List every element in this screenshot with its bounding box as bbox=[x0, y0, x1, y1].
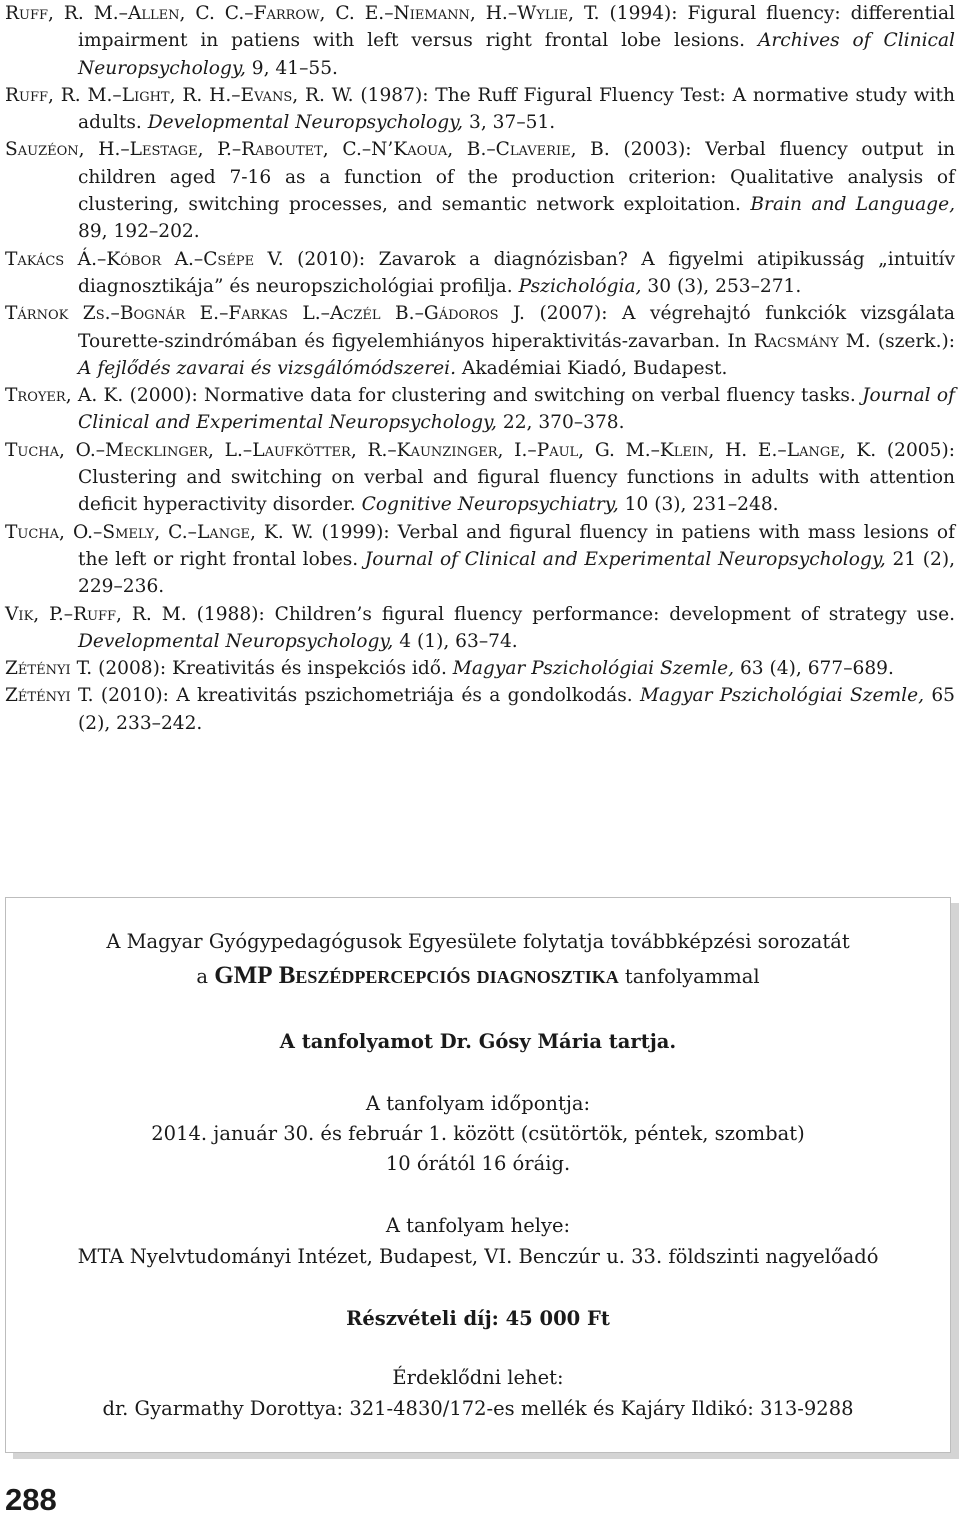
reference-item bbox=[5, 300, 955, 382]
reference-tail: 10 (3), 231–248. bbox=[618, 494, 779, 516]
announcement-fee: Részvételi díj: 45 000 Ft bbox=[346, 1307, 610, 1330]
announcement-date-value: 2014. január 30. és február 1. között (csütörtök, péntek, szombat) bbox=[151, 1122, 805, 1145]
reference-tail: 89, 192–202. bbox=[78, 221, 200, 243]
reference-source: Brain and Language, bbox=[750, 194, 955, 216]
reference-source: A fejlődés zavarai és vizsgálómódszerei. bbox=[78, 357, 456, 379]
page-number: 288 bbox=[5, 1482, 57, 1517]
reference-authors: Ruff, R. M.–Light, R. H.–Evans, R. W. bbox=[5, 84, 354, 106]
reference-tail: Akadémiai Kiadó, Budapest. bbox=[456, 357, 728, 379]
reference-tail: 3, 37–51. bbox=[463, 112, 556, 134]
course-gmp: GMP bbox=[214, 962, 273, 989]
reference-item bbox=[5, 82, 955, 137]
reference-source: Cognitive Neuropsychiatry, bbox=[361, 494, 619, 516]
reference-item bbox=[5, 601, 955, 656]
reference-source: Journal of Clinical and Experimental Neuropsychology, bbox=[78, 385, 955, 434]
reference-authors: Tucha, O.–Smely, C.–Lange, K. W. bbox=[5, 521, 314, 543]
announcement-instructor: A tanfolyamot Dr. Gósy Mária tartja. bbox=[279, 1030, 677, 1053]
announcement-course-suffix: tanfolyammal bbox=[618, 965, 760, 988]
reference-text: (1988): Children’s figural fluency performance: development of strategy use. bbox=[186, 603, 955, 625]
reference-source: Pszichológia, bbox=[518, 275, 642, 297]
reference-item bbox=[5, 655, 955, 682]
announcement-course-line bbox=[6, 962, 950, 990]
reference-editor: Racsmány bbox=[753, 330, 839, 352]
reference-text: (2007): A végrehajtó funkciók vizsgálata Tourette-szindrómában és figyelemhiányos hiperaktivitás-zavarban. In bbox=[78, 303, 955, 352]
reference-text: (2008): Kreativitás és inspekciós idő. bbox=[92, 658, 453, 680]
announcement-place-value: MTA Nyelvtudományi Intézet, Budapest, VI. Benczúr u. 33. földszinti nagyelőadó bbox=[77, 1245, 879, 1268]
reference-item bbox=[5, 682, 955, 737]
reference-source: Developmental Neuropsychology, bbox=[78, 630, 394, 652]
announcement-intro: A Magyar Gyógypedagógusok Egyesülete folytatja továbbképzési sorozatát bbox=[106, 930, 850, 953]
reference-source: Magyar Pszichológiai Szemle, bbox=[452, 658, 735, 680]
reference-item bbox=[5, 519, 955, 601]
reference-authors: Takács Á.–Kóbor A.–Csépe V. bbox=[5, 248, 284, 270]
announcement-time-value: 10 órától 16 óráig. bbox=[385, 1152, 571, 1175]
reference-text: (1987): The Ruff Figural Fluency Test: A normative study with adults. bbox=[78, 84, 955, 134]
reference-text: (1999): Verbal and figural fluency in patiens with mass lesions of the left or right frontal lobes. bbox=[78, 521, 955, 570]
reference-text: (2005): Clustering and switching on verbal and figural fluency functions in adults with attention deficit hyperactivity disorder. bbox=[78, 439, 955, 516]
announcement-course-prefix: a bbox=[196, 965, 215, 988]
reference-source: Archives of Clinical Neuropsychology, bbox=[78, 30, 955, 79]
reference-text: (2000): Normative data for clustering and switching on verbal fluency tasks. bbox=[123, 385, 863, 407]
course-name: Beszédpercepciós diagnosztika bbox=[278, 962, 619, 989]
announcement-box bbox=[5, 897, 951, 1453]
reference-text: (2010): A kreativitás pszichometriája és a gondolkodás. bbox=[93, 685, 640, 707]
reference-authors: Tárnok Zs.–Bognár E.–Farkas L.–Aczél B.–Gádoros J. bbox=[5, 303, 525, 325]
reference-tail: 30 (3), 253–271. bbox=[641, 275, 802, 297]
announcement-date-label: A tanfolyam időpontja: bbox=[365, 1092, 591, 1115]
reference-text-2: M. (szerk.): bbox=[838, 330, 955, 352]
announcement-contact-value: dr. Gyarmathy Dorottya: 321-4830/172-es mellék és Kajáry Ildikó: 313-9288 bbox=[102, 1397, 854, 1420]
reference-text: (1994): Figural fluency: differential impairment in patiens with left versus right frontal lobe lesions. bbox=[78, 3, 955, 52]
reference-text: (2010): Zavarok a diagnózisban? A figyelmi atipikusság „intuitív diagnosztikája” és neuropszichológiai profilja. bbox=[78, 248, 956, 297]
reference-text: (2003): Verbal fluency output in children aged 7-16 as a function of the production criterion: Qualitative analysis of clustering, switching processes, and semantic network exploitation. bbox=[78, 139, 955, 216]
announcement-contact-label: Érdeklődni lehet: bbox=[392, 1366, 564, 1389]
announcement-place-label: A tanfolyam helye: bbox=[385, 1214, 571, 1237]
reference-authors: Sauzéon, H.–Lestage, P.–Raboutet, C.–N’Kaoua, B.–Claverie, B. bbox=[5, 139, 610, 161]
reference-item bbox=[5, 246, 955, 301]
reference-authors: Vik, P.–Ruff, R. M. bbox=[5, 603, 187, 625]
reference-source: Magyar Pszichológiai Szemle, bbox=[639, 685, 925, 707]
reference-tail: 65 (2), 233–242. bbox=[78, 685, 955, 734]
reference-authors: Zétényi T. bbox=[5, 658, 93, 680]
reference-item bbox=[5, 437, 955, 519]
reference-authors: Ruff, R. M.–Allen, C. C.–Farrow, C. E.–Niemann, H.–Wylie, T. bbox=[5, 3, 600, 24]
reference-item bbox=[5, 382, 955, 437]
reference-authors: Tucha, O.–Mecklinger, L.–Laufkötter, R.–Kaunzinger, I.–Paul, G. M.–Klein, H. E.–Lange, K. bbox=[5, 439, 877, 461]
reference-item bbox=[5, 136, 955, 245]
reference-tail: 22, 370–378. bbox=[496, 412, 625, 434]
reference-authors: Zétényi T. bbox=[5, 685, 94, 707]
reference-source: Journal of Clinical and Experimental Neuropsychology, bbox=[364, 548, 886, 570]
reference-tail: 21 (2), 229–236. bbox=[78, 548, 955, 598]
reference-tail: 9, 41–55. bbox=[245, 57, 338, 79]
reference-item bbox=[5, 0, 955, 82]
reference-authors: Troyer, A. K. bbox=[5, 385, 124, 407]
reference-tail: 4 (1), 63–74. bbox=[393, 630, 518, 652]
reference-source: Developmental Neuropsychology, bbox=[147, 112, 464, 134]
reference-list bbox=[5, 0, 955, 737]
reference-tail: 63 (4), 677–689. bbox=[734, 658, 894, 680]
